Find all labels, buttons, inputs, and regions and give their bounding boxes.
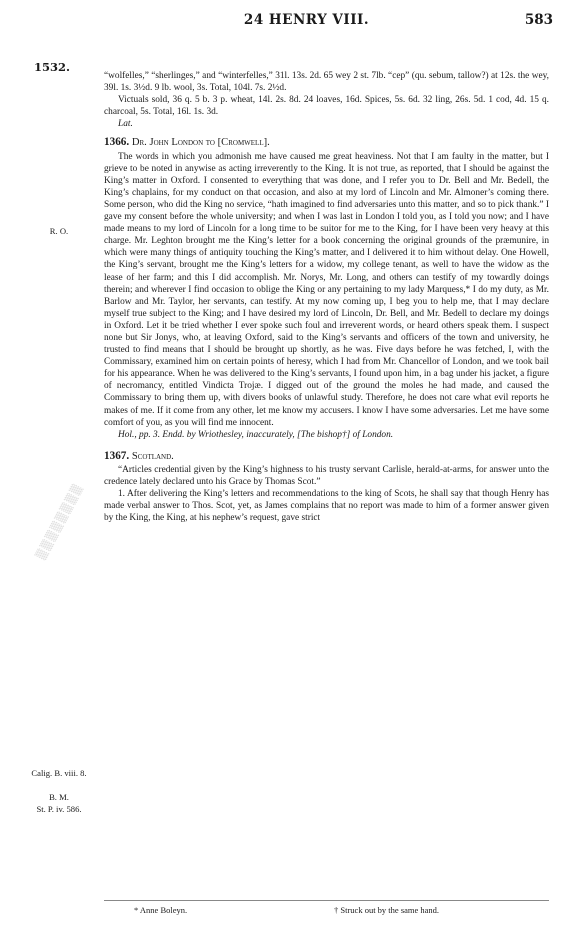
entry-1366-text: The words in which you admonish me have caused me great heaviness. Not that I am faulty in the matter, but I grieve to be noted in anywise as acting irreverently to the King. It is not true, as reported, that I should be against the King’s matter in Oxford. I consented to everything that was done, and I refer you to Dr. Bell and Mr. Bedell, the King’s chaplains, for my conduct on that occasion, and also at my lord of Lincoln and Mr. Almoner’s coming there. Some person, who did the King no service, “hath imagined to find adversaries unto this matter, and so to pick thank.” I gave my consent before the whole university; and when I was last in London I told you, as I told you now; and I have made means to my lord of Lincoln for a long time to be suitor for me to the King, for I have been very heavy at this charge. Mr. Leghton brought me the King’s letter for a book concerning the original grounds of the præmunire, in which were many things of antiquity touching the King’s matter, and I delivered it to him without delay. One Howell, the King’s servant, brought me the King’s letters for a widow, my college tenant, as well to have the widow as the lease of her farm; and this I did accomplish. Mr. Norys, Mr. Long, and others can testify of my towardly doings therein; and wherever I find occasion to oblige the King or any pertaining to my lady Marquess,* I do my duty, as Mr. Barlow and Mr. Taylor, her servants, can testify. At my now coming up, I beg you to help me, that I may declare myself true subject to the King; and I have desired my lord of Lincoln, Dr. Bell, and Mr. Bedell to declare my doings in Oxford. Let it be tried whether I ever spoke such foul and irreverent words, or heard others speak them. I suspect none but Sir Jonys, who, at leaving Oxford, said to the King’s servants and officers of the town and university, he trusted to find means that I should be brought up shortly, as he was. Five days before he was fetched, I, with the Commissary, examined him on certain points of heresy, which I had from Mr. Chancellor of London, and we took bail for his appearance. When he was delivered to the King’s servants, I found upon him, in a bag under his jacket, a figure of necromancy, entitled Vindicta Trojæ. I digged out of the ground the moles he had made, and caused the Commissary to bring them up, with divers books of unlawful study. Therefore, he does not care what evil reports he makes of me. If it come from any other, let me know my accusers. I know I have some adversaries. Let me have some comfort of you, as you will find me innocent. [104,151,549,428]
margin-ref-1367-b: B. M. [49,792,69,802]
entry-1367-paragraph-1: “Articles credential given by the King’s highness to his trusty servant Carlisle, herald-at-arms, for answer unto the credence lately declared unto his Grace by Thomas Scot.” [104,464,549,487]
intro-paragraph-1: “wolfelles,” “sherlinges,” and “winterfelles,” 31l. 13s. 2d. 65 wey 2 st. 7lb. “cep” (qu. sebum, tallow?) at 12s. the wey, 39l. 1s. 3½d. 9 lb. wool, 3s. Total, 104l. 7s. 2½d. [104,71,549,94]
footnote-rule [104,900,549,901]
footnotes [104,905,549,919]
intro-paragraph-2: Victuals sold, 36 q. 5 b. 3 p. wheat, 14l. 2s. 8d. 24 loaves, 16d. Spices, 5s. 6d. 32 ling, 26s. 5d. 1 cod, 4d. 15 q. charcoal, 5s. Total, 16l. 1s. 3d. [104,95,549,118]
margin-ref-1367-c: St. P. iv. 586. [36,804,82,814]
entry-1366-heading [104,136,549,149]
running-header [60,12,553,32]
running-title: 24 HENRY VIII. [243,12,370,28]
entry-1367-number: 1367. [104,449,130,462]
language-note: Lat. [118,119,133,130]
entry-1366-number: 1366. [104,136,130,149]
year-label: 1532. [34,60,71,74]
footnote-2: † Struck out by the same hand. [334,905,440,915]
entry-1366-title: Dr. John London to [Cromwell]. [131,137,270,149]
page-number: 583 [524,12,553,28]
entry-1367-paragraph-2: 1. After delivering the King’s letters and recommendations to the king of Scots, he shall say that though Henry has made verbal answer to Thos. Scot, yet, as James complains that no report was made to him of a former answer given by the King, the King, at his nephew’s request, gave strict [104,489,549,524]
footnote-1: * Anne Boleyn. [134,905,188,915]
entry-1366-endorsement: Hol., pp. 3. Endd. by Wriothesley, inaccurately, [The bishop†] of London. [118,429,394,440]
margin-ref-1366: R. O. [49,226,69,236]
entry-1367-heading [104,450,549,463]
margin-ref-1367-a: Calig. B. viii. 8. [31,768,87,778]
entry-1367-title: Scotland. [131,450,174,462]
main-text-column [104,70,549,524]
library-stamp-watermark: ▒▒▒▒▒▒▒▒ [34,481,86,562]
